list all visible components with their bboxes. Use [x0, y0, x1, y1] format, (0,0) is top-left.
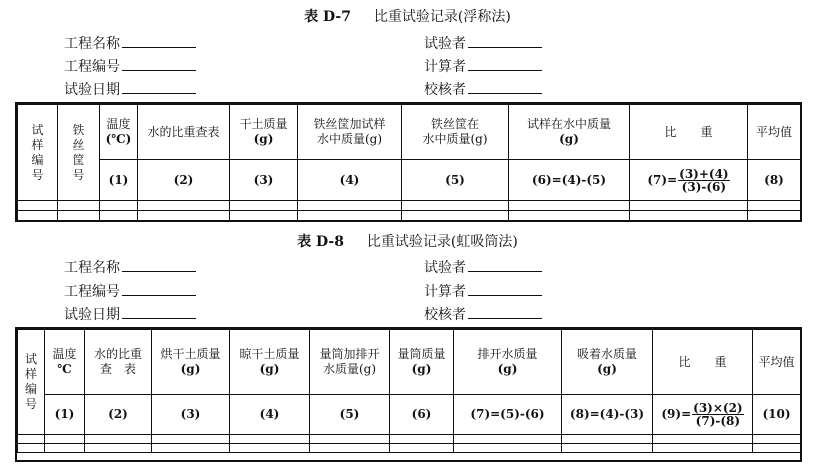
- d7-test-date-line: [122, 79, 196, 94]
- d7-idx-3: (3): [230, 160, 298, 201]
- d8-h-air-dry-mass: 晾干土质量 (g): [230, 330, 310, 395]
- d8-calculator-field: [424, 281, 542, 301]
- d8-table-box: [15, 327, 802, 462]
- d8-h-displaced-water-mass: 排开水质量 (g): [454, 330, 562, 395]
- d7-h-dry-soil-mass: 干土质量 (g): [230, 105, 298, 160]
- d7-checker-label: 校核者: [424, 82, 466, 98]
- d7-test-date-label: 试验日期: [64, 82, 120, 98]
- d7-data-row: [18, 201, 801, 211]
- d7-table-box: [15, 102, 802, 222]
- d8-title: [0, 233, 815, 251]
- d8-h-sample-no: 试样编号: [18, 330, 45, 435]
- d8-project-no-line: [122, 281, 196, 296]
- d7-h-basket-sample-water-mass: 铁丝筐加试样 水中质量(g): [298, 105, 402, 160]
- d7-idx-8: (8): [748, 160, 801, 201]
- d7-title-text: 比重试验记录(浮称法): [373, 9, 511, 25]
- d7-project-no-label: 工程编号: [64, 59, 120, 75]
- d8-calculator-label: 计算者: [424, 284, 466, 300]
- d8-sg-formula: (9)= $\frac{(3)\times(2)}{(7)-(8)}$: [661, 401, 743, 428]
- d7-idx-2: (2): [138, 160, 230, 201]
- d8-title-text: 比重试验记录(虹吸筒法): [366, 234, 518, 250]
- d8-tester-label: 试验者: [424, 260, 466, 276]
- d8-h-water-sg: 水的比重 查 表: [85, 330, 152, 395]
- d7-h-sample-no: 试样编号: [18, 105, 58, 201]
- d8-test-date-field: [64, 304, 196, 324]
- d8-project-no-field: [64, 281, 196, 301]
- d8-idx-2: (2): [85, 395, 152, 435]
- d7-calculator-label: 计算者: [424, 59, 466, 75]
- d8-project-name-line: [122, 257, 196, 272]
- d7-tester-label: 试验者: [424, 36, 466, 52]
- d7-project-name-field: [64, 33, 196, 53]
- d8-data-row: [18, 435, 801, 444]
- d7-test-date-field: [64, 79, 196, 99]
- d8-test-date-line: [122, 304, 196, 319]
- d7-project-no-field: [64, 56, 196, 76]
- d7-h-sample-water-mass: 试样在水中质量 (g): [509, 105, 630, 160]
- d8-header-row: [18, 330, 801, 395]
- d8-idx-6: (6): [390, 395, 454, 435]
- d8-idx-1: (1): [45, 395, 85, 435]
- d8-idx-9: [653, 395, 753, 435]
- d7-checker-line: [468, 79, 542, 94]
- d7-idx-6: (6)=(4)-(5): [509, 160, 630, 201]
- d8-h-cylinder-mass: 量筒质量 (g): [390, 330, 454, 395]
- d7-calculator-line: [468, 56, 542, 71]
- d7-h-average: 平均值: [748, 105, 801, 160]
- d8-idx-8: (8)=(4)-(3): [562, 395, 653, 435]
- d8-checker-line: [468, 304, 542, 319]
- d7-project-name-line: [122, 33, 196, 48]
- d8-index-row: [18, 395, 801, 435]
- d8-data-row: [18, 444, 801, 453]
- d8-project-name-label: 工程名称: [64, 260, 120, 276]
- d7-project-name-label: 工程名称: [64, 36, 120, 52]
- d7-idx-4: (4): [298, 160, 402, 201]
- d8-checker-label: 校核者: [424, 307, 466, 323]
- d7-title-number: 表 D-7: [304, 9, 351, 25]
- d7-calculator-field: [424, 56, 542, 76]
- d7-h-water-sg: 水的比重查表: [138, 105, 230, 160]
- d8-h-absorbed-water-mass: 吸着水质量 (g): [562, 330, 653, 395]
- d7-sg-formula: (7)= $\frac{(3)+(4)}{(3)-(6)}$: [647, 166, 729, 194]
- d8-title-number: 表 D-8: [297, 234, 344, 250]
- d7-idx-7: [630, 160, 748, 201]
- d8-idx-10: (10): [753, 395, 801, 435]
- d8-tester-field: [424, 257, 542, 277]
- d7-h-basket-water-mass: 铁丝筐在 水中质量(g): [402, 105, 509, 160]
- d7-project-no-line: [122, 56, 196, 71]
- d7-tester-field: [424, 33, 542, 53]
- d8-test-date-label: 试验日期: [64, 307, 120, 323]
- d7-idx-1: (1): [100, 160, 138, 201]
- d7-h-basket-no: 铁丝筐号: [58, 105, 100, 201]
- d7-title: [0, 8, 815, 26]
- d7-index-row: [18, 160, 801, 201]
- d8-checker-field: [424, 304, 542, 324]
- d7-data-row: [18, 211, 801, 221]
- d7-table: [17, 104, 801, 221]
- d8-table: [17, 329, 801, 453]
- d8-h-temperature: 温度 ℃: [45, 330, 85, 395]
- d7-idx-5: (5): [402, 160, 509, 201]
- d8-h-cylinder-displaced-water: 量筒加排开 水质量(g): [310, 330, 390, 395]
- d8-h-specific-gravity: 比 重: [653, 330, 753, 395]
- d7-h-specific-gravity: 比 重: [630, 105, 748, 160]
- d8-h-oven-dry-mass: 烘干土质量 (g): [152, 330, 230, 395]
- d8-h-average: 平均值: [753, 330, 801, 395]
- d7-h-temperature: 温度 (℃): [100, 105, 138, 160]
- d8-project-no-label: 工程编号: [64, 284, 120, 300]
- d8-tester-line: [468, 257, 542, 272]
- d8-project-name-field: [64, 257, 196, 277]
- d7-tester-line: [468, 33, 542, 48]
- d8-idx-5: (5): [310, 395, 390, 435]
- d8-calculator-line: [468, 281, 542, 296]
- d7-checker-field: [424, 79, 542, 99]
- d8-idx-4: (4): [230, 395, 310, 435]
- d8-idx-3: (3): [152, 395, 230, 435]
- d8-idx-7: (7)=(5)-(6): [454, 395, 562, 435]
- d7-header-row: [18, 105, 801, 160]
